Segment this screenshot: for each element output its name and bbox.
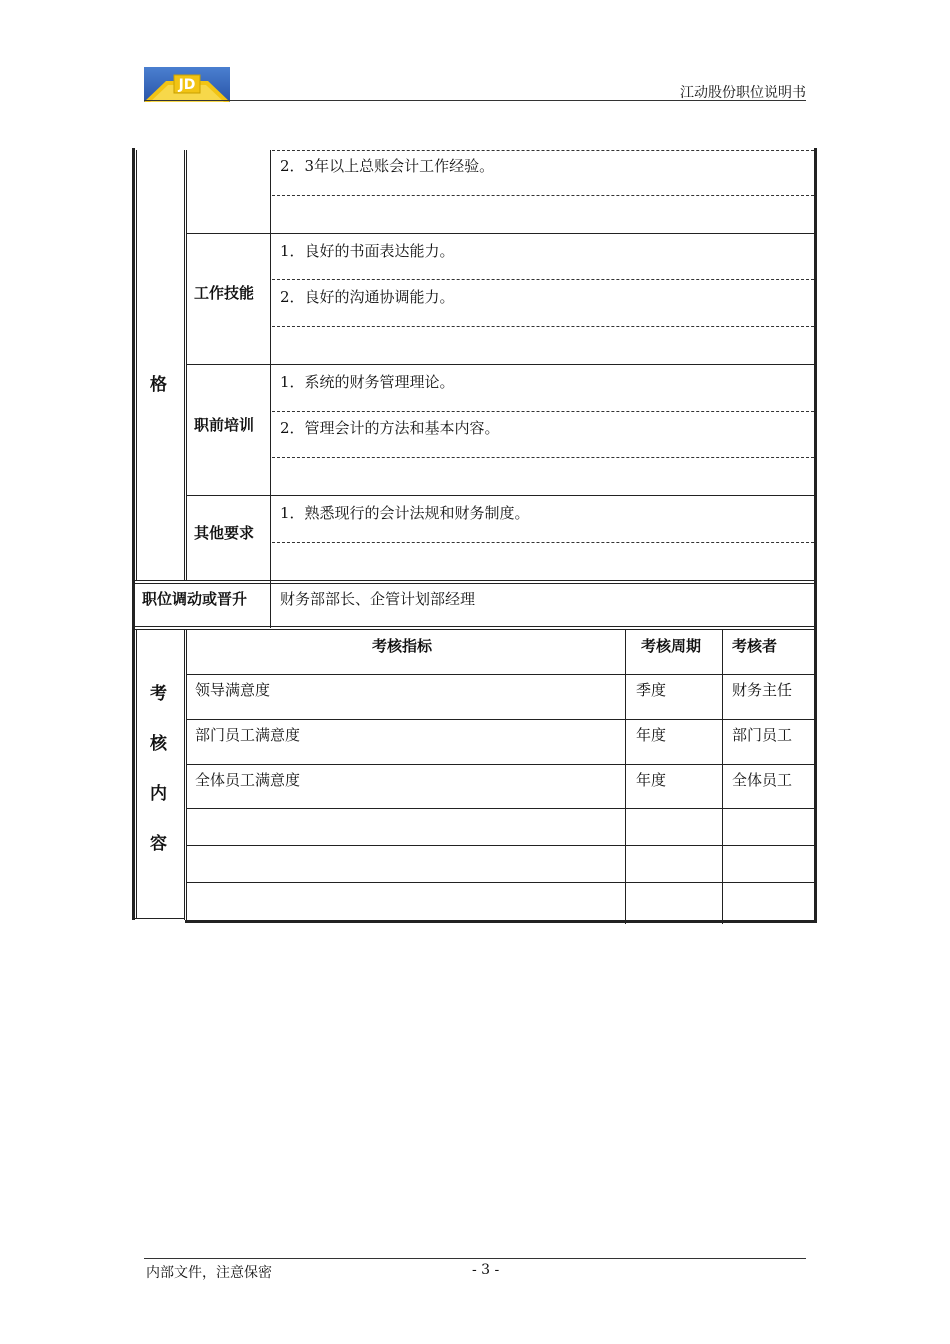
assessor-cell: 部门员工 (732, 726, 793, 744)
skill-item: 1．良好的书面表达能力。 (280, 242, 455, 260)
page-number: - 3 - (472, 1262, 500, 1278)
indicator-cell: 全体员工满意度 (195, 771, 301, 789)
training-item: 2．管理会计的方法和基本内容。 (280, 419, 500, 437)
table-left-border (132, 148, 135, 920)
header-rule (144, 100, 806, 101)
qualification-side-label: 格 (150, 375, 167, 395)
skill-item: 2．良好的沟通协调能力。 (280, 288, 455, 306)
other-requirement-item: 1．熟悉现行的会计法规和财务制度。 (280, 504, 530, 522)
promotion-value: 财务部部长、企管计划部经理 (280, 590, 476, 608)
indicator-cell: 部门员工满意度 (195, 726, 301, 744)
other-requirements-label: 其他要求 (194, 524, 255, 542)
logo-text: JD (178, 77, 196, 93)
column-header-period: 考核周期 (641, 637, 702, 655)
assessment-side-label: 核 (150, 734, 167, 754)
period-cell: 年度 (636, 771, 667, 789)
assessor-cell: 全体员工 (732, 771, 793, 789)
assessor-cell: 财务主任 (732, 681, 793, 699)
column-header-assessor: 考核者 (732, 637, 778, 655)
column-header-indicator: 考核指标 (372, 637, 433, 655)
period-cell: 年度 (636, 726, 667, 744)
assessment-side-label: 容 (150, 834, 167, 854)
table-right-border (814, 148, 817, 923)
training-label: 职前培训 (194, 416, 255, 434)
footer-confidential: 内部文件，注意保密 (146, 1265, 272, 1281)
promotion-label: 职位调动或晋升 (142, 590, 248, 608)
assessment-side-label: 考 (150, 684, 167, 704)
skills-label: 工作技能 (194, 284, 255, 302)
training-item: 1．系统的财务管理理论。 (280, 373, 455, 391)
footer-rule (144, 1258, 806, 1259)
period-cell: 季度 (636, 681, 667, 699)
document-title: 江动股份职位说明书 (680, 85, 806, 101)
experience-item: 2．3年以上总账会计工作经验。 (280, 157, 495, 175)
company-logo (144, 67, 230, 102)
indicator-cell: 领导满意度 (195, 681, 271, 699)
assessment-side-label: 内 (150, 784, 167, 804)
